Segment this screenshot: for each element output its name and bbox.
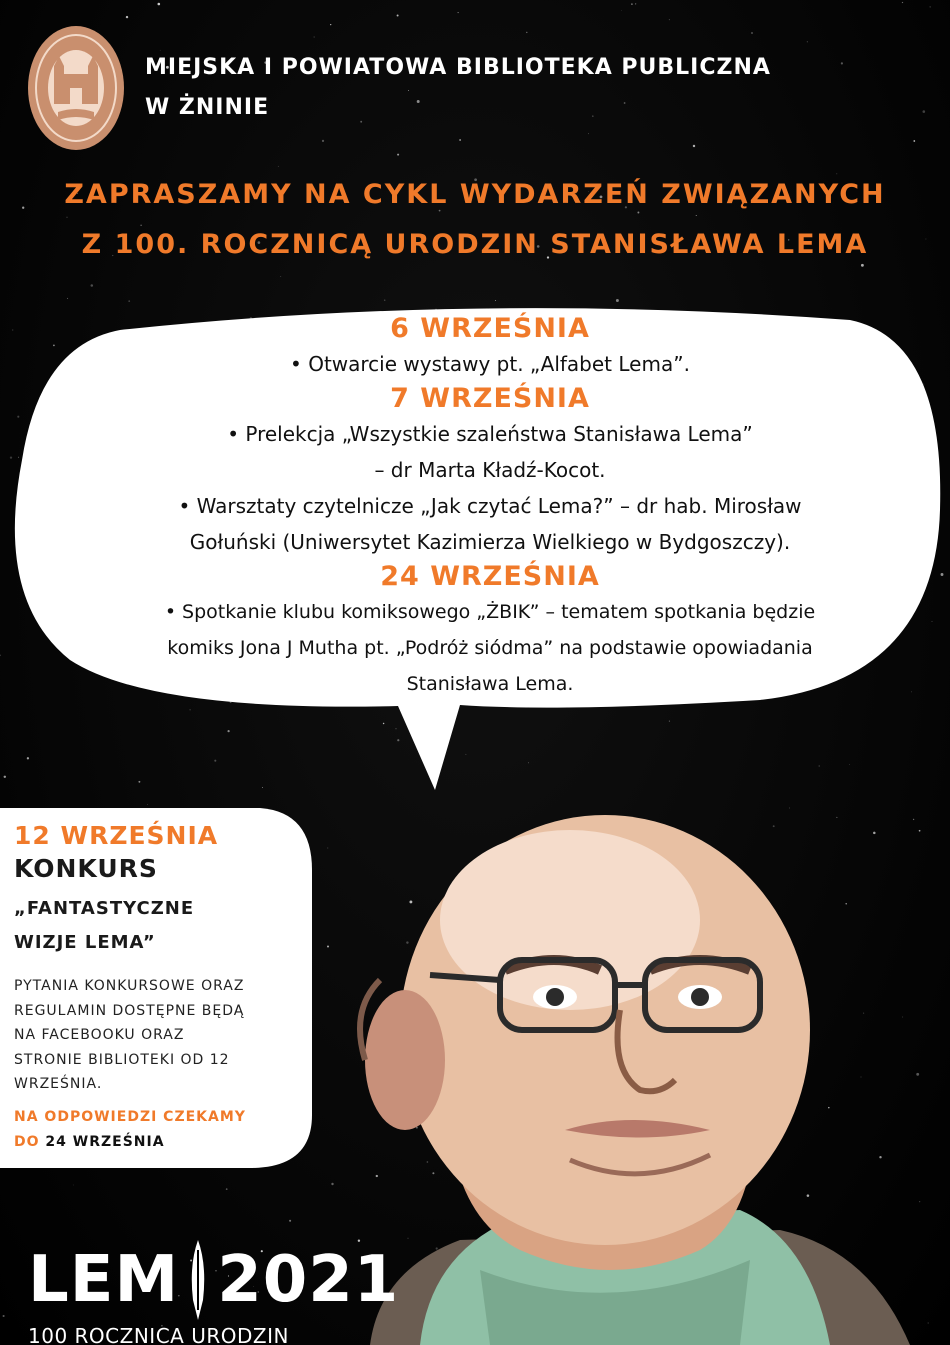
- contest-body-line4: STRONIE BIBLIOTEKI OD 12: [14, 1051, 230, 1068]
- event-item-exhibition: • Otwarcie wystawy pt. „Alfabet Lema”.: [290, 352, 690, 376]
- contest-heading: KONKURS: [14, 854, 158, 883]
- event-item-comic-club: • Spotkanie klubu komiksowego „ŻBIK” – tematem spotkania będzie: [164, 601, 816, 623]
- rocket-icon: [185, 1240, 211, 1320]
- logo-mark: [28, 1240, 399, 1320]
- contest-deadline-date: 24 WRZEŚNIA: [45, 1133, 165, 1150]
- contest-description: [14, 974, 304, 1097]
- library-name-line1: MIEJSKA I POWIATOWA BIBLIOTEKA PUBLICZNA: [145, 55, 771, 80]
- event-date-7: 7 WRZEŚNIA: [390, 383, 590, 414]
- event-item-comic-club-end: Stanisława Lema.: [406, 673, 574, 695]
- contest-title-line1: „FANTASTYCZNE: [14, 898, 195, 919]
- contest-title-line2: WIZJE LEMA”: [14, 932, 156, 953]
- logo-subtitle: 100 ROCZNICA URODZIN: [28, 1324, 289, 1345]
- event-item-lecture-speaker: – dr Marta Kładź-Kocot.: [374, 458, 606, 482]
- contest-body-line2: REGULAMIN DOSTĘPNE BĘDĄ: [14, 1002, 245, 1019]
- contest-body-line1: PYTANIA KONKURSOWE ORAZ: [14, 978, 245, 994]
- contest-title: [14, 892, 304, 960]
- library-name-line2: W ŻNINIE: [145, 95, 270, 120]
- event-item-workshop: • Warsztaty czytelnicze „Jak czytać Lema?” – dr hab. Mirosław: [178, 494, 802, 518]
- contest-date: 12 WRZEŚNIA: [14, 821, 219, 850]
- lem-2021-logo: [28, 1240, 399, 1345]
- events-speech-bubble: [40, 312, 940, 702]
- contest-deadline-line1: NA ODPOWIEDZI CZEKAMY: [14, 1108, 246, 1125]
- contest-deadline-do: DO: [14, 1133, 40, 1150]
- event-date-6: 6 WRZEŚNIA: [390, 313, 590, 344]
- logo-year: 2021: [217, 1243, 400, 1317]
- logo-lem: LEM: [28, 1243, 180, 1317]
- contest-panel: [14, 820, 304, 1155]
- headline-line1: ZAPRASZAMY NA CYKL WYDARZEŃ ZWIĄZANYCH: [64, 179, 886, 210]
- contest-body-line3: NA FACEBOOKU ORAZ: [14, 1027, 185, 1043]
- event-item-workshop-speaker: Gołuński (Uniwersytet Kazimierza Wielkiego w Bydgoszczy).: [189, 530, 791, 554]
- event-item-comic-club-cont: komiks Jona J Mutha pt. „Podróż siódma” na podstawie opowiadania: [167, 637, 813, 659]
- event-item-lecture: • Prelekcja „Wszystkie szaleństwa Stanisława Lema”: [227, 422, 753, 446]
- event-date-24: 24 WRZEŚNIA: [380, 561, 600, 592]
- portrait-illustration: [310, 800, 910, 1345]
- contest-deadline: [14, 1105, 304, 1155]
- headline-line2: Z 100. ROCZNICĄ URODZIN STANISŁAWA LEMA: [81, 229, 869, 260]
- contest-body-line5: WRZEŚNIA.: [14, 1076, 103, 1092]
